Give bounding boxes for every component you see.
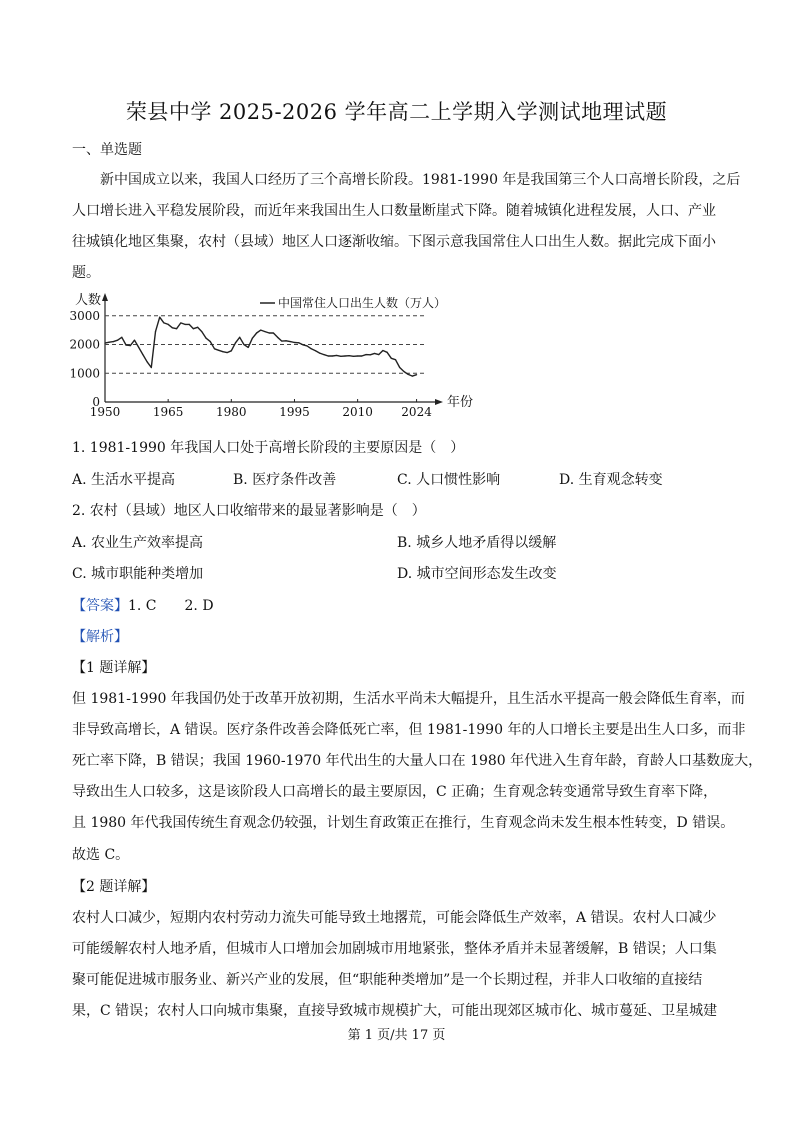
detail-2-line: 农村人口减少，短期内农村劳动力流失可能导致土地撂荒，可能会降低生产效率，A 错误。农村人口减少	[72, 910, 717, 926]
data-point	[382, 350, 383, 351]
question-1-stem: 1. 1981-1990 年我国人口处于高增长阶段的主要原因是（ ）	[72, 440, 465, 456]
data-point	[252, 338, 253, 339]
data-point	[332, 355, 333, 356]
passage-line: 题。	[72, 265, 100, 281]
data-point	[256, 332, 257, 333]
data-point	[416, 374, 417, 375]
data-point	[231, 350, 232, 351]
analysis-label: 【解析】	[72, 629, 128, 645]
answer-row	[72, 596, 732, 616]
data-point	[180, 322, 181, 323]
answer-label: 【答案】	[72, 598, 128, 614]
x-tick-label: 1965	[152, 405, 184, 419]
detail-1-line: 但 1981-1990 年我国仍处于改革开放初期，生活水平尚未大幅提升，且生活水平提高一般会降低生育率，而	[72, 691, 745, 707]
data-point	[197, 327, 198, 328]
data-point	[269, 332, 270, 333]
data-point	[147, 361, 148, 362]
birth-chart	[69, 290, 474, 420]
detail-2-line: 果，C 错误；农村人口向城市集聚，直接导致城市规模扩大，可能出现郊区城市化、城市蔓延、卫星城建	[72, 1003, 718, 1019]
y-tick-label: 0	[92, 395, 100, 409]
data-point	[344, 355, 345, 356]
x-tick-label: 1995	[279, 405, 310, 419]
q1-option-d[interactable]: D. 生育观念转变	[559, 472, 663, 488]
q2-option-a[interactable]: A. 农业生产效率提高	[72, 535, 204, 551]
data-point	[336, 355, 337, 356]
detail-1-line: 非导致高增长，A 错误。医疗条件改善会降低死亡率，但 1981-1990 年的人口增长主要是出生人口多，而非	[72, 722, 746, 738]
data-point	[142, 354, 143, 355]
passage-line: 新中国成立以来，我国人口经历了三个高增长阶段。1981-1990 年是我国第三个人口高增长阶段，之后	[100, 172, 741, 188]
page-footer: 第 1 页/共 17 页	[347, 1028, 446, 1043]
data-point	[273, 332, 274, 333]
question-2-stem: 2. 农村（县域）地区人口收缩带来的最显著影响是（ ）	[72, 503, 426, 519]
data-point	[222, 351, 223, 352]
data-point	[184, 324, 185, 325]
data-point	[319, 353, 320, 354]
data-point	[349, 355, 350, 356]
data-point	[374, 353, 375, 354]
y-tick-label: 2000	[69, 337, 100, 352]
data-point	[214, 348, 215, 349]
x-tick-label: 2010	[342, 405, 373, 419]
data-point	[353, 356, 354, 357]
data-point	[361, 355, 362, 356]
data-point	[365, 354, 366, 355]
data-point	[290, 341, 291, 342]
data-point	[412, 376, 413, 377]
x-tick-label: 1950	[89, 405, 121, 419]
data-point	[370, 354, 371, 355]
data-point	[315, 350, 316, 351]
data-point	[117, 340, 118, 341]
data-point	[138, 347, 139, 348]
data-point	[235, 342, 236, 343]
detail-1-line: 故选 C。	[72, 847, 130, 863]
data-point	[151, 367, 152, 368]
data-point	[302, 344, 303, 345]
detail-1-line: 且 1980 年代我国传统生育观念仍较强，计划生育政策正在推行，生育观念尚未发生根本性转变，D 错误。	[72, 815, 735, 831]
detail-1-line: 导致出生人口较多，这是该阶段人口高增长的最主要原因，C 正确；生育观念转变通常导致生育率下降，	[72, 784, 718, 800]
legend-label: 中国常住人口出生人数（万人）	[278, 296, 447, 310]
data-point	[260, 330, 261, 331]
data-point	[340, 356, 341, 357]
data-point	[311, 348, 312, 349]
y-axis-label: 人数	[75, 293, 102, 308]
data-point	[248, 347, 249, 348]
data-point	[378, 354, 379, 355]
data-point	[357, 355, 358, 356]
data-point	[307, 345, 308, 346]
data-point	[193, 328, 194, 329]
data-point	[243, 344, 244, 345]
data-point	[155, 331, 156, 332]
data-point	[113, 341, 114, 342]
data-point	[172, 327, 173, 328]
y-tick-label: 1000	[69, 366, 100, 381]
q1-option-b[interactable]: B. 医疗条件改善	[233, 472, 337, 488]
data-point	[281, 340, 282, 341]
q2-option-c[interactable]: C. 城市职能种类增加	[72, 566, 204, 582]
detail-2-line: 聚可能促进城市服务业、新兴产业的发展，但“职能种类增加”是一个长期过程，并非人口收缩的直接结	[72, 972, 703, 988]
x-axis-label: 年份	[447, 395, 474, 410]
data-point	[134, 340, 135, 341]
data-point	[227, 352, 228, 353]
data-point	[264, 331, 265, 332]
q2-option-b[interactable]: B. 城乡人地矛盾得以缓解	[397, 535, 557, 551]
y-axis-arrow	[102, 293, 108, 301]
answer-text: 1. C 2. D	[128, 598, 214, 614]
y-tick-label: 3000	[69, 308, 100, 323]
data-point	[163, 322, 164, 323]
x-tick-label: 1980	[216, 405, 247, 419]
data-point	[408, 374, 409, 375]
data-point	[294, 342, 295, 343]
section-heading: 一、单选题	[72, 142, 142, 158]
data-point	[130, 345, 131, 346]
q2-option-d[interactable]: D. 城市空间形态发生改变	[397, 566, 557, 582]
data-point	[387, 352, 388, 353]
detail-1-line: 死亡率下降，B 错误；我国 1960-1970 年代出生的大量人口在 1980 年代进入生育年龄，育龄人口基数庞大，	[72, 753, 763, 769]
data-point	[201, 331, 202, 332]
data-point	[277, 337, 278, 338]
data-point	[218, 350, 219, 351]
data-point	[189, 324, 190, 325]
data-point	[210, 341, 211, 342]
detail-1-label: 【1 题详解】	[72, 660, 156, 676]
data-point	[125, 344, 126, 345]
data-point	[121, 337, 122, 338]
data-point	[323, 354, 324, 355]
data-point	[104, 342, 105, 343]
page-title: 荣县中学 2025-2026 学年高二上学期入学测试地理试题	[125, 100, 668, 124]
detail-2-label: 【2 题详解】	[72, 879, 156, 895]
data-point	[168, 324, 169, 325]
data-point	[285, 340, 286, 341]
data-point	[403, 371, 404, 372]
x-tick-label: 2024	[401, 405, 432, 419]
data-point	[298, 342, 299, 343]
data-point	[159, 317, 160, 318]
data-point	[328, 355, 329, 356]
data-point	[399, 367, 400, 368]
passage-line: 人口增长进入平稳发展阶段，而近年来我国出生人口数量断崖式下降。随着城镇化进程发展，人口、产业	[72, 203, 716, 219]
data-point	[176, 328, 177, 329]
x-axis-arrow	[435, 399, 443, 405]
q1-option-a[interactable]: A. 生活水平提高	[72, 472, 176, 488]
data-point	[109, 342, 110, 343]
data-point	[395, 359, 396, 360]
data-point	[239, 337, 240, 338]
data-point	[205, 338, 206, 339]
detail-2-line: 可能缓解农村人地矛盾，但城市人口增加会加剧城市用地紧张，整体矛盾并未显著缓解，B 错误；人口集	[72, 941, 717, 957]
data-point	[391, 358, 392, 359]
passage-line: 往城镇化地区集聚，农村（县域）地区人口逐渐收缩。下图示意我国常住人口出生人数。据此完成下面小	[72, 234, 716, 250]
q1-option-c[interactable]: C. 人口惯性影响	[397, 472, 501, 488]
